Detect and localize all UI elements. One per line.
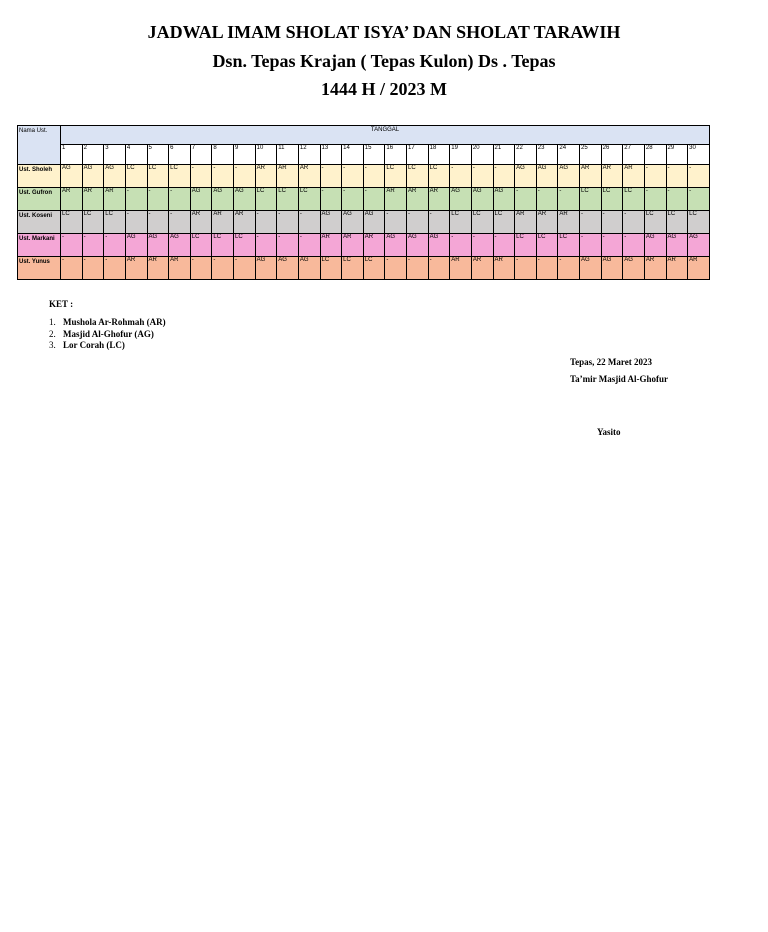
schedule-cell: LC — [493, 211, 515, 234]
day-number: 22 — [515, 145, 537, 165]
schedule-cell: AG — [666, 234, 688, 257]
schedule-cell: - — [125, 188, 147, 211]
schedule-cell: - — [320, 165, 342, 188]
schedule-cell: LC — [385, 165, 407, 188]
legend-item-number: 3. — [49, 340, 56, 350]
schedule-cell: AG — [558, 165, 580, 188]
schedule-cell: AG — [385, 234, 407, 257]
schedule-cell: - — [623, 211, 645, 234]
legend-item-label: Masjid Al-Ghofur (AG) — [63, 328, 154, 339]
schedule-cell: AG — [255, 257, 277, 280]
schedule-cell: - — [644, 188, 666, 211]
schedule-cell: AR — [450, 257, 472, 280]
schedule-cell: LC — [644, 211, 666, 234]
day-number: 23 — [536, 145, 558, 165]
schedule-cell: - — [385, 257, 407, 280]
schedule-cell: - — [536, 257, 558, 280]
schedule-cell: AG — [644, 234, 666, 257]
schedule-cell: - — [277, 211, 299, 234]
schedule-cell: - — [688, 188, 710, 211]
schedule-cell: - — [190, 165, 212, 188]
day-number: 26 — [601, 145, 623, 165]
schedule-cell: - — [407, 211, 429, 234]
day-number: 29 — [666, 145, 688, 165]
schedule-cell: - — [190, 257, 212, 280]
schedule-cell: - — [471, 234, 493, 257]
signature-role: Ta’mir Masjid Al-Ghofur — [570, 374, 669, 384]
schedule-cell: AR — [104, 188, 126, 211]
legend-title: KET : — [49, 299, 74, 309]
schedule-cell: AG — [169, 234, 191, 257]
schedule-cell: - — [104, 257, 126, 280]
schedule-cell: AG — [471, 188, 493, 211]
schedule-cell: LC — [428, 165, 450, 188]
day-number: 10 — [255, 145, 277, 165]
schedule-cell: - — [212, 257, 234, 280]
schedule-cell: - — [580, 234, 602, 257]
legend-item — [49, 317, 166, 329]
schedule-cell: LC — [169, 165, 191, 188]
day-number: 19 — [450, 145, 472, 165]
schedule-cell: AR — [644, 257, 666, 280]
schedule-cell: - — [536, 188, 558, 211]
day-number: 14 — [342, 145, 364, 165]
schedule-cell: AG — [147, 234, 169, 257]
schedule-cell: AG — [623, 257, 645, 280]
schedule-cell: AG — [493, 188, 515, 211]
schedule-cell: AR — [277, 165, 299, 188]
schedule-cell: - — [688, 165, 710, 188]
year-subtitle: 1444 H / 2023 M — [321, 79, 447, 99]
schedule-cell: - — [234, 257, 256, 280]
day-number: 7 — [190, 145, 212, 165]
schedule-cell: AR — [601, 165, 623, 188]
schedule-cell: LC — [277, 188, 299, 211]
schedule-cell: AR — [82, 188, 104, 211]
schedule-cell: LC — [580, 188, 602, 211]
schedule-cell: AR — [623, 165, 645, 188]
schedule-cell: - — [298, 234, 320, 257]
schedule-cell: - — [666, 188, 688, 211]
day-number: 15 — [363, 145, 385, 165]
imam-name: Ust. Gufron — [18, 188, 61, 211]
imam-name: Ust. Koseni — [18, 211, 61, 234]
schedule-cell: AG — [407, 234, 429, 257]
day-number: 6 — [169, 145, 191, 165]
schedule-cell: AR — [363, 234, 385, 257]
imam-name: Ust. Sholeh — [18, 165, 61, 188]
schedule-cell: AR — [147, 257, 169, 280]
schedule-cell: LC — [536, 234, 558, 257]
schedule-cell: LC — [320, 257, 342, 280]
schedule-cell: AR — [688, 257, 710, 280]
schedule-cell: - — [61, 257, 83, 280]
table-row — [18, 211, 710, 234]
schedule-cell: AG — [104, 165, 126, 188]
schedule-cell: AG — [234, 188, 256, 211]
schedule-cell: - — [212, 165, 234, 188]
day-number: 25 — [580, 145, 602, 165]
schedule-cell: AG — [688, 234, 710, 257]
schedule-cell: - — [342, 165, 364, 188]
page-title: JADWAL IMAM SHOLAT ISYA’ DAN SHOLAT TARAWIH — [147, 22, 621, 42]
schedule-cell: - — [471, 165, 493, 188]
schedule-cell: - — [558, 257, 580, 280]
schedule-cell: AG — [190, 188, 212, 211]
schedule-cell: - — [450, 165, 472, 188]
schedule-cell: AR — [493, 257, 515, 280]
legend-item-label: Lor Corah (LC) — [63, 340, 125, 350]
schedule-cell: - — [320, 188, 342, 211]
day-number: 1 — [61, 145, 83, 165]
day-number: 27 — [623, 145, 645, 165]
schedule-cell: AG — [212, 188, 234, 211]
schedule-cell: AR — [515, 211, 537, 234]
schedule-cell: - — [558, 188, 580, 211]
schedule-cell: LC — [450, 211, 472, 234]
day-number: 9 — [234, 145, 256, 165]
schedule-cell: LC — [623, 188, 645, 211]
day-number: 24 — [558, 145, 580, 165]
day-number: 5 — [147, 145, 169, 165]
schedule-cell: - — [407, 257, 429, 280]
schedule-cell: - — [82, 257, 104, 280]
schedule-cell: AG — [363, 211, 385, 234]
name-column-header: Nama Ust. — [18, 126, 61, 165]
schedule-cell: AR — [169, 257, 191, 280]
schedule-cell: LC — [342, 257, 364, 280]
schedule-cell: - — [169, 211, 191, 234]
schedule-cell: LC — [407, 165, 429, 188]
table-row — [18, 234, 710, 257]
schedule-cell: AR — [666, 257, 688, 280]
schedule-cell: - — [580, 211, 602, 234]
schedule-cell: AG — [601, 257, 623, 280]
schedule-cell: - — [342, 188, 364, 211]
schedule-cell: AG — [515, 165, 537, 188]
day-number: 13 — [320, 145, 342, 165]
schedule-cell: AR — [428, 188, 450, 211]
schedule-cell: - — [147, 188, 169, 211]
schedule-cell: LC — [255, 188, 277, 211]
day-number: 12 — [298, 145, 320, 165]
schedule-cell: - — [601, 211, 623, 234]
schedule-cell: AR — [298, 165, 320, 188]
schedule-cell: AR — [234, 211, 256, 234]
schedule-cell: AG — [82, 165, 104, 188]
schedule-cell: LC — [515, 234, 537, 257]
schedule-cell: LC — [104, 211, 126, 234]
schedule-cell: LC — [212, 234, 234, 257]
legend-list — [49, 317, 166, 352]
schedule-cell: AR — [320, 234, 342, 257]
legend-item — [49, 340, 166, 352]
imam-name: Ust. Yunus — [18, 257, 61, 280]
schedule-cell: - — [277, 234, 299, 257]
schedule-cell: AG — [450, 188, 472, 211]
schedule-cell: AR — [190, 211, 212, 234]
day-number: 21 — [493, 145, 515, 165]
schedule-cell: LC — [190, 234, 212, 257]
schedule-cell: AG — [298, 257, 320, 280]
day-number: 16 — [385, 145, 407, 165]
imam-name: Ust. Markani — [18, 234, 61, 257]
schedule-cell: - — [82, 234, 104, 257]
schedule-cell: AG — [277, 257, 299, 280]
schedule-cell: LC — [688, 211, 710, 234]
schedule-table — [17, 125, 710, 280]
schedule-cell: AG — [125, 234, 147, 257]
schedule-cell: - — [515, 188, 537, 211]
schedule-cell: AR — [407, 188, 429, 211]
schedule-cell: AR — [385, 188, 407, 211]
schedule-cell: - — [450, 234, 472, 257]
schedule-cell: - — [493, 165, 515, 188]
schedule-cell: AG — [320, 211, 342, 234]
day-number: 28 — [644, 145, 666, 165]
schedule-cell: - — [493, 234, 515, 257]
schedule-cell: AR — [580, 165, 602, 188]
day-number: 2 — [82, 145, 104, 165]
schedule-cell: - — [428, 211, 450, 234]
signature-place-date: Tepas, 22 Maret 2023 — [570, 357, 652, 367]
day-number: 3 — [104, 145, 126, 165]
day-number: 18 — [428, 145, 450, 165]
schedule-cell: AR — [536, 211, 558, 234]
schedule-cell: LC — [666, 211, 688, 234]
schedule-cell: AR — [255, 165, 277, 188]
day-number: 30 — [688, 145, 710, 165]
schedule-cell: AG — [580, 257, 602, 280]
schedule-cell: AR — [471, 257, 493, 280]
schedule-cell: LC — [234, 234, 256, 257]
legend-item-number: 1. — [49, 317, 56, 327]
schedule-cell: - — [61, 234, 83, 257]
schedule-cell: - — [298, 211, 320, 234]
schedule-cell: - — [601, 234, 623, 257]
date-column-header: TANGGAL — [61, 126, 710, 145]
schedule-cell: LC — [601, 188, 623, 211]
schedule-cell: - — [363, 188, 385, 211]
signature-name: Yasito — [597, 427, 621, 437]
schedule-cell: - — [385, 211, 407, 234]
schedule-cell: - — [104, 234, 126, 257]
schedule-cell: AR — [212, 211, 234, 234]
schedule-cell: - — [234, 165, 256, 188]
legend-item-label: Mushola Ar-Rohmah (AR) — [63, 317, 166, 327]
schedule-cell: - — [169, 188, 191, 211]
table-row — [18, 257, 710, 280]
schedule-cell: - — [363, 165, 385, 188]
schedule-cell: - — [255, 234, 277, 257]
schedule-cell: AG — [428, 234, 450, 257]
schedule-cell: - — [515, 257, 537, 280]
schedule-cell: AG — [536, 165, 558, 188]
schedule-cell: LC — [298, 188, 320, 211]
day-number: 20 — [471, 145, 493, 165]
schedule-cell: - — [255, 211, 277, 234]
schedule-cell: AG — [61, 165, 83, 188]
schedule-cell: LC — [147, 165, 169, 188]
legend-item-number: 2. — [49, 328, 56, 339]
day-number: 17 — [407, 145, 429, 165]
day-number: 11 — [277, 145, 299, 165]
day-number: 8 — [212, 145, 234, 165]
schedule-cell: LC — [61, 211, 83, 234]
schedule-cell: LC — [82, 211, 104, 234]
schedule-cell: AG — [342, 211, 364, 234]
schedule-cell: AR — [342, 234, 364, 257]
schedule-cell: AR — [125, 257, 147, 280]
schedule-cell: LC — [363, 257, 385, 280]
legend-item — [49, 329, 166, 341]
day-number: 4 — [125, 145, 147, 165]
schedule-cell: AR — [558, 211, 580, 234]
schedule-cell: - — [428, 257, 450, 280]
schedule-cell: LC — [558, 234, 580, 257]
schedule-cell: LC — [125, 165, 147, 188]
table-row — [18, 165, 710, 188]
schedule-cell: - — [125, 211, 147, 234]
schedule-cell: LC — [471, 211, 493, 234]
schedule-cell: AR — [61, 188, 83, 211]
location-subtitle: Dsn. Tepas Krajan ( Tepas Kulon) Ds . Tepas — [212, 51, 556, 71]
schedule-cell: - — [666, 165, 688, 188]
schedule-cell: - — [623, 234, 645, 257]
table-row — [18, 188, 710, 211]
schedule-cell: - — [644, 165, 666, 188]
schedule-cell: - — [147, 211, 169, 234]
